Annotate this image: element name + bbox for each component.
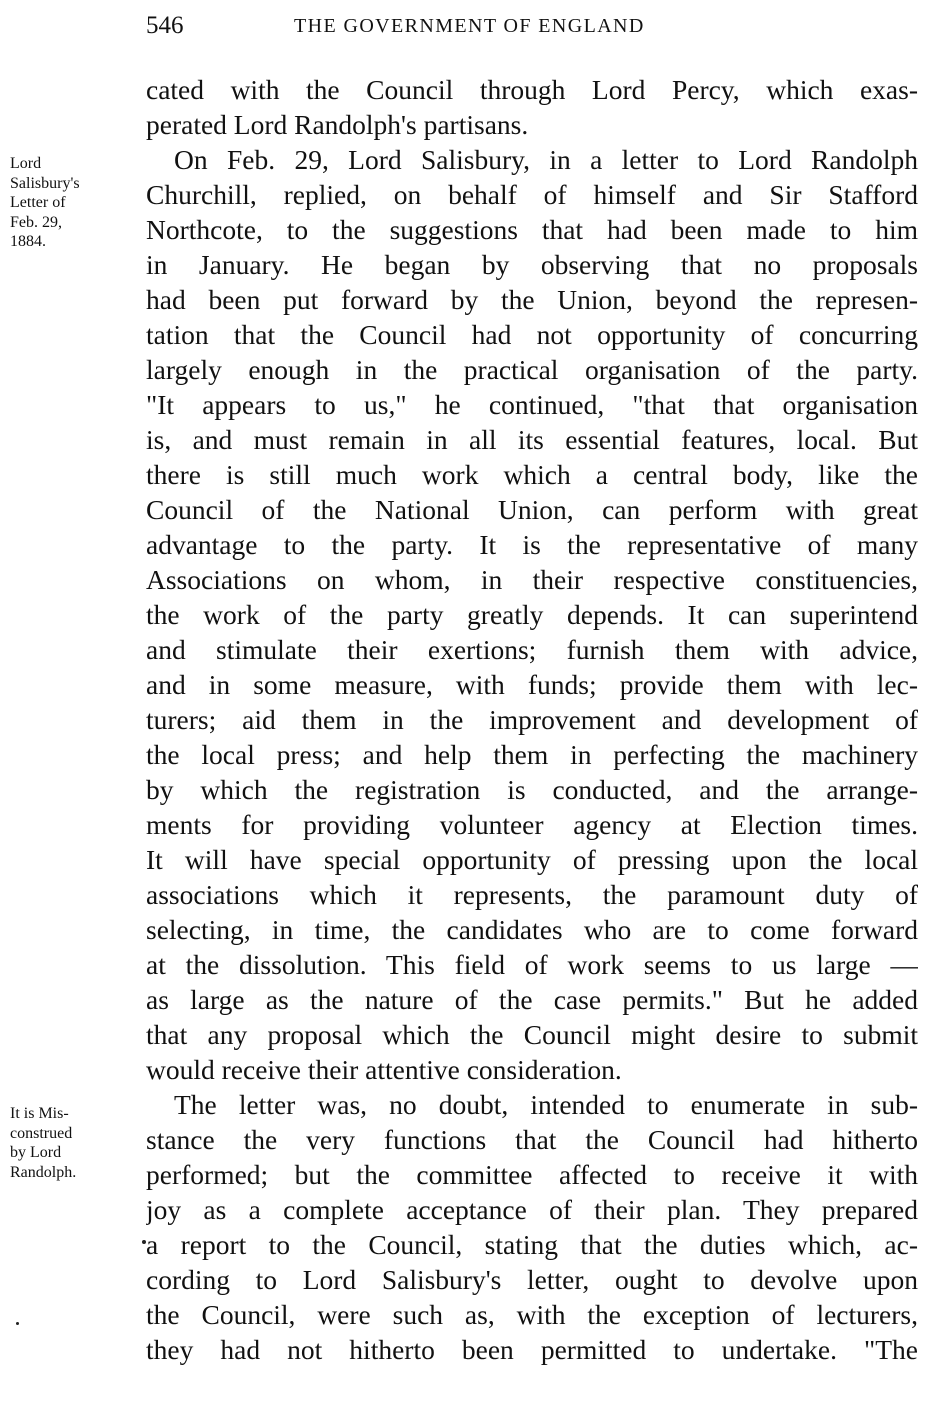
- text-line: a report to the Council, stating that the duties which, ac-: [146, 1229, 918, 1260]
- text-line: turers; aid them in the improvement and development of: [146, 704, 918, 735]
- text-line: would receive their attentive consideration.: [146, 1054, 622, 1085]
- text-line: perated Lord Randolph's partisans.: [146, 109, 529, 140]
- text-line: at the dissolution. This field of work seems to us large —: [146, 949, 918, 980]
- text-line: the local press; and help them in perfecting the machinery: [146, 739, 918, 770]
- body-text: [146, 72, 918, 1367]
- sidenote-salisbury-letter: [10, 154, 130, 252]
- text-line: and stimulate their exertions; furnish them with advice,: [146, 634, 918, 665]
- text-line: ments for providing volunteer agency at Election times.: [146, 809, 918, 840]
- text-line: largely enough in the practical organisation of the party.: [146, 354, 918, 385]
- text-line: that any proposal which the Council might desire to submit: [146, 1019, 918, 1050]
- sidenote-line: Randolph.: [10, 1163, 77, 1181]
- page-number: 546: [146, 12, 184, 39]
- text-line: as large as the nature of the case permits." But he added: [146, 984, 918, 1015]
- text-line: the work of the party greatly depends. It can superintend: [146, 599, 918, 630]
- sidenote-line: It is Mis-: [10, 1105, 69, 1122]
- text-line: On Feb. 29, Lord Salisbury, in a letter to Lord Randolph: [174, 144, 918, 175]
- sidenote-misconstrued: [10, 1104, 130, 1182]
- sidenote-line: Letter of: [10, 194, 66, 211]
- text-line: there is still much work which a central body, like the: [146, 459, 918, 490]
- text-line: It will have special opportunity of pressing upon the local: [146, 844, 918, 875]
- text-line: the Council, were such as, with the exception of lecturers,: [146, 1299, 918, 1330]
- text-line: Northcote, to the suggestions that had been made to him: [146, 214, 918, 245]
- text-line: Associations on whom, in their respective constituencies,: [146, 564, 918, 595]
- text-line: they had not hitherto been permitted to undertake. "The: [146, 1334, 918, 1365]
- print-speck: [16, 1322, 19, 1325]
- text-line: "It appears to us," he continued, "that that organisation: [146, 389, 918, 420]
- sidenote-line: by Lord: [10, 1144, 62, 1161]
- text-line: in January. He began by observing that no proposals: [146, 249, 918, 280]
- text-line: Council of the National Union, can perform with great: [146, 494, 918, 525]
- text-line: tation that the Council had not opportunity of concurring: [146, 319, 918, 350]
- text-line: and in some measure, with funds; provide them with lec-: [146, 669, 918, 700]
- sidenote-line: Feb. 29,: [10, 213, 62, 231]
- text-line: Churchill, replied, on behalf of himself and Sir Stafford: [146, 179, 918, 210]
- text-line: associations which it represents, the paramount duty of: [146, 879, 918, 910]
- sidenote-line: Lord: [10, 155, 42, 172]
- print-speck: [142, 1240, 146, 1244]
- running-head: [146, 8, 918, 44]
- text-line: selecting, in time, the candidates who are to come forward: [146, 914, 918, 945]
- sidenote-line: construed: [10, 1124, 73, 1142]
- text-line: performed; but the committee affected to receive it with: [146, 1159, 918, 1190]
- text-line: by which the registration is conducted, and the arrange-: [146, 774, 918, 805]
- text-line: cated with the Council through Lord Percy, which exas-: [146, 74, 918, 105]
- text-line: is, and must remain in all its essential features, local. But: [146, 424, 918, 455]
- running-title: THE GOVERNMENT OF ENGLAND: [294, 15, 645, 37]
- text-line: The letter was, no doubt, intended to enumerate in sub-: [174, 1089, 918, 1120]
- text-line: stance the very functions that the Council had hitherto: [146, 1124, 918, 1155]
- text-line: cording to Lord Salisbury's letter, ought to devolve upon: [146, 1264, 918, 1295]
- text-line: had been put forward by the Union, beyond the represen-: [146, 284, 918, 315]
- sidenote-line: Salisbury's: [10, 174, 80, 192]
- text-line: joy as a complete acceptance of their plan. They prepared: [146, 1194, 918, 1225]
- text-line: advantage to the party. It is the representative of many: [146, 529, 918, 560]
- sidenote-line: 1884.: [10, 233, 46, 250]
